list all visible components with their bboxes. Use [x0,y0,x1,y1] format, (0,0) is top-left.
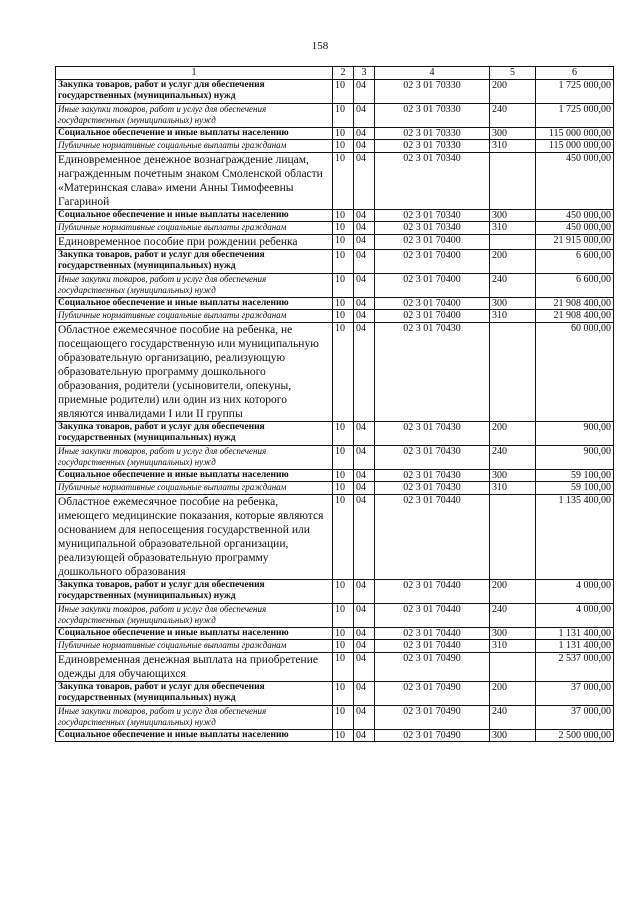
row-subsection-cell: 04 [354,297,375,310]
row-expense-type-cell [490,322,536,421]
row-target-article-cell: 02 3 01 70400 [375,249,490,273]
table-row [56,482,614,495]
row-amount-cell: 37 000,00 [536,681,614,705]
row-expense-type-cell: 240 [490,103,536,127]
row-section-cell: 10 [333,209,354,222]
row-target-article-cell: 02 3 01 70400 [375,297,490,310]
row-section-cell: 10 [333,729,354,742]
row-target-article-cell: 02 3 01 70400 [375,310,490,323]
row-expense-type-cell: 240 [490,603,536,627]
row-target-article-cell: 02 3 01 70440 [375,627,490,640]
row-subsection-cell: 04 [354,222,375,235]
row-subsection-cell: 04 [354,652,375,681]
row-expense-type-cell [490,234,536,249]
row-subsection-cell: 04 [354,482,375,495]
row-target-article-cell: 02 3 01 70330 [375,103,490,127]
row-name-cell: Иные закупки товаров, работ и услуг для обеспечения государственных (муниципальных) нужд [56,445,333,469]
row-name-cell: Социальное обеспечение и иные выплаты населению [56,127,333,140]
row-name-cell: Закупка товаров, работ и услуг для обеспечения государственных (муниципальных) нужд [56,579,333,603]
row-section-cell: 10 [333,310,354,323]
row-subsection-cell: 04 [354,249,375,273]
row-expense-type-cell: 310 [490,482,536,495]
row-section-cell: 10 [333,681,354,705]
row-amount-cell: 1 725 000,00 [536,79,614,103]
row-amount-cell: 1 131 400,00 [536,640,614,653]
table-row [56,469,614,482]
row-name-cell: Единовременная денежная выплата на приобретение одежды для обучающихся [56,652,333,681]
row-subsection-cell: 04 [354,640,375,653]
row-subsection-cell: 04 [354,681,375,705]
row-amount-cell: 1 135 400,00 [536,494,614,579]
row-amount-cell: 59 100,00 [536,469,614,482]
row-section-cell: 10 [333,152,354,209]
table-row [56,140,614,153]
table-row [56,209,614,222]
row-section-cell: 10 [333,494,354,579]
row-target-article-cell: 02 3 01 70490 [375,705,490,729]
row-subsection-cell: 04 [354,603,375,627]
row-name-cell: Социальное обеспечение и иные выплаты населению [56,297,333,310]
row-amount-cell: 4 000,00 [536,603,614,627]
table-row [56,127,614,140]
row-amount-cell: 4 000,00 [536,579,614,603]
row-section-cell: 10 [333,627,354,640]
row-subsection-cell: 04 [354,234,375,249]
row-section-cell: 10 [333,705,354,729]
row-section-cell: 10 [333,469,354,482]
row-amount-cell: 6 600,00 [536,249,614,273]
table-row [56,579,614,603]
header-col-1: 1 [56,67,333,80]
row-amount-cell: 1 725 000,00 [536,103,614,127]
row-amount-cell: 2 537 000,00 [536,652,614,681]
row-section-cell: 10 [333,273,354,297]
row-target-article-cell: 02 3 01 70340 [375,222,490,235]
row-name-cell: Закупка товаров, работ и услуг для обеспечения государственных (муниципальных) нужд [56,421,333,445]
row-target-article-cell: 02 3 01 70430 [375,445,490,469]
row-section-cell: 10 [333,579,354,603]
row-section-cell: 10 [333,222,354,235]
table-row [56,322,614,421]
row-expense-type-cell [490,652,536,681]
row-subsection-cell: 04 [354,729,375,742]
row-expense-type-cell: 300 [490,627,536,640]
header-col-4: 4 [375,67,490,80]
table-row [56,273,614,297]
table-row [56,681,614,705]
row-section-cell: 10 [333,140,354,153]
row-section-cell: 10 [333,482,354,495]
row-expense-type-cell: 300 [490,209,536,222]
row-section-cell: 10 [333,603,354,627]
row-subsection-cell: 04 [354,627,375,640]
row-section-cell: 10 [333,421,354,445]
row-expense-type-cell [490,494,536,579]
row-subsection-cell: 04 [354,103,375,127]
row-target-article-cell: 02 3 01 70490 [375,652,490,681]
row-subsection-cell: 04 [354,494,375,579]
row-amount-cell: 900,00 [536,421,614,445]
row-subsection-cell: 04 [354,705,375,729]
row-target-article-cell: 02 3 01 70440 [375,494,490,579]
row-name-cell: Публичные нормативные социальные выплаты гражданам [56,640,333,653]
row-target-article-cell: 02 3 01 70330 [375,79,490,103]
row-subsection-cell: 04 [354,445,375,469]
table-row [56,729,614,742]
row-amount-cell: 6 600,00 [536,273,614,297]
row-target-article-cell: 02 3 01 70330 [375,127,490,140]
row-expense-type-cell: 310 [490,640,536,653]
row-amount-cell: 450 000,00 [536,222,614,235]
table-row [56,79,614,103]
row-target-article-cell: 02 3 01 70340 [375,209,490,222]
table-row [56,234,614,249]
table-row [56,152,614,209]
row-section-cell: 10 [333,445,354,469]
row-target-article-cell: 02 3 01 70490 [375,729,490,742]
header-col-5: 5 [490,67,536,80]
row-section-cell: 10 [333,79,354,103]
row-amount-cell: 1 131 400,00 [536,627,614,640]
row-expense-type-cell: 300 [490,469,536,482]
row-section-cell: 10 [333,127,354,140]
row-name-cell: Иные закупки товаров, работ и услуг для обеспечения государственных (муниципальных) нужд [56,103,333,127]
table-row [56,603,614,627]
row-target-article-cell: 02 3 01 70340 [375,152,490,209]
header-col-2: 2 [333,67,354,80]
row-amount-cell: 115 000 000,00 [536,127,614,140]
row-amount-cell: 2 500 000,00 [536,729,614,742]
row-name-cell: Публичные нормативные социальные выплаты гражданам [56,310,333,323]
row-name-cell: Единовременное пособие при рождении ребенка [56,234,333,249]
table-row [56,652,614,681]
table-body [56,79,614,742]
row-target-article-cell: 02 3 01 70490 [375,681,490,705]
row-amount-cell: 115 000 000,00 [536,140,614,153]
row-expense-type-cell: 200 [490,421,536,445]
table-row [56,249,614,273]
row-expense-type-cell: 240 [490,273,536,297]
table-header-row [56,67,614,80]
row-subsection-cell: 04 [354,209,375,222]
header-col-3: 3 [354,67,375,80]
row-subsection-cell: 04 [354,79,375,103]
row-name-cell: Социальное обеспечение и иные выплаты населению [56,209,333,222]
row-name-cell: Единовременное денежное вознаграждение лицам, награжденным почетным знаком Смоленской области «Материнская слава» имени Анны Тимофеевны Гагариной [56,152,333,209]
row-target-article-cell: 02 3 01 70430 [375,482,490,495]
row-name-cell: Социальное обеспечение и иные выплаты населению [56,627,333,640]
row-section-cell: 10 [333,297,354,310]
row-amount-cell: 60 000,00 [536,322,614,421]
row-amount-cell: 450 000,00 [536,152,614,209]
row-target-article-cell: 02 3 01 70400 [375,234,490,249]
page-number: 158 [311,40,329,52]
row-section-cell: 10 [333,652,354,681]
row-target-article-cell: 02 3 01 70440 [375,640,490,653]
table-row [56,640,614,653]
table-row [56,627,614,640]
row-amount-cell: 450 000,00 [536,209,614,222]
row-amount-cell: 21 915 000,00 [536,234,614,249]
budget-table [55,66,614,742]
row-expense-type-cell: 310 [490,222,536,235]
row-target-article-cell: 02 3 01 70430 [375,421,490,445]
row-expense-type-cell: 300 [490,297,536,310]
row-name-cell: Социальное обеспечение и иные выплаты населению [56,469,333,482]
row-subsection-cell: 04 [354,421,375,445]
row-target-article-cell: 02 3 01 70430 [375,322,490,421]
row-target-article-cell: 02 3 01 70400 [375,273,490,297]
row-name-cell: Публичные нормативные социальные выплаты гражданам [56,482,333,495]
row-expense-type-cell: 300 [490,127,536,140]
row-name-cell: Закупка товаров, работ и услуг для обеспечения государственных (муниципальных) нужд [56,681,333,705]
row-target-article-cell: 02 3 01 70440 [375,603,490,627]
row-amount-cell: 900,00 [536,445,614,469]
row-target-article-cell: 02 3 01 70430 [375,469,490,482]
row-expense-type-cell: 200 [490,579,536,603]
table-row [56,445,614,469]
row-subsection-cell: 04 [354,579,375,603]
row-amount-cell: 21 908 400,00 [536,297,614,310]
row-name-cell: Публичные нормативные социальные выплаты гражданам [56,140,333,153]
row-subsection-cell: 04 [354,140,375,153]
row-expense-type-cell: 200 [490,681,536,705]
row-subsection-cell: 04 [354,310,375,323]
table-row [56,297,614,310]
table-row [56,222,614,235]
table-row [56,494,614,579]
row-target-article-cell: 02 3 01 70330 [375,140,490,153]
row-name-cell: Публичные нормативные социальные выплаты гражданам [56,222,333,235]
row-name-cell: Социальное обеспечение и иные выплаты населению [56,729,333,742]
row-expense-type-cell: 200 [490,249,536,273]
row-subsection-cell: 04 [354,469,375,482]
row-expense-type-cell: 240 [490,445,536,469]
table-row [56,705,614,729]
row-name-cell: Иные закупки товаров, работ и услуг для обеспечения государственных (муниципальных) нужд [56,705,333,729]
row-section-cell: 10 [333,249,354,273]
row-amount-cell: 21 908 400,00 [536,310,614,323]
row-expense-type-cell: 310 [490,140,536,153]
row-subsection-cell: 04 [354,322,375,421]
header-col-6: 6 [536,67,614,80]
row-name-cell: Областное ежемесячное пособие на ребенка, не посещающего государственную или муниципальную образовательную организацию, реализующую образовательную программу дошкольного образования, родители (усыновители, опекуны, приемные родители) или один из них которого являются инвалидами I или II группы [56,322,333,421]
row-expense-type-cell: 310 [490,310,536,323]
row-name-cell: Закупка товаров, работ и услуг для обеспечения государственных (муниципальных) нужд [56,79,333,103]
row-subsection-cell: 04 [354,273,375,297]
row-expense-type-cell: 200 [490,79,536,103]
row-expense-type-cell: 300 [490,729,536,742]
table-row [56,310,614,323]
row-section-cell: 10 [333,322,354,421]
table-row [56,103,614,127]
row-name-cell: Областное ежемесячное пособие на ребенка, имеющего медицинские показания, которые являются основанием для непосещения государственной или муниципальной образовательной организации, реализующей образовательную программу дошкольного образования [56,494,333,579]
row-section-cell: 10 [333,234,354,249]
table-row [56,421,614,445]
row-name-cell: Закупка товаров, работ и услуг для обеспечения государственных (муниципальных) нужд [56,249,333,273]
row-subsection-cell: 04 [354,152,375,209]
row-expense-type-cell: 240 [490,705,536,729]
row-amount-cell: 59 100,00 [536,482,614,495]
row-amount-cell: 37 000,00 [536,705,614,729]
row-name-cell: Иные закупки товаров, работ и услуг для обеспечения государственных (муниципальных) нужд [56,273,333,297]
row-target-article-cell: 02 3 01 70440 [375,579,490,603]
row-section-cell: 10 [333,640,354,653]
row-section-cell: 10 [333,103,354,127]
row-expense-type-cell [490,152,536,209]
row-subsection-cell: 04 [354,127,375,140]
row-name-cell: Иные закупки товаров, работ и услуг для обеспечения государственных (муниципальных) нужд [56,603,333,627]
